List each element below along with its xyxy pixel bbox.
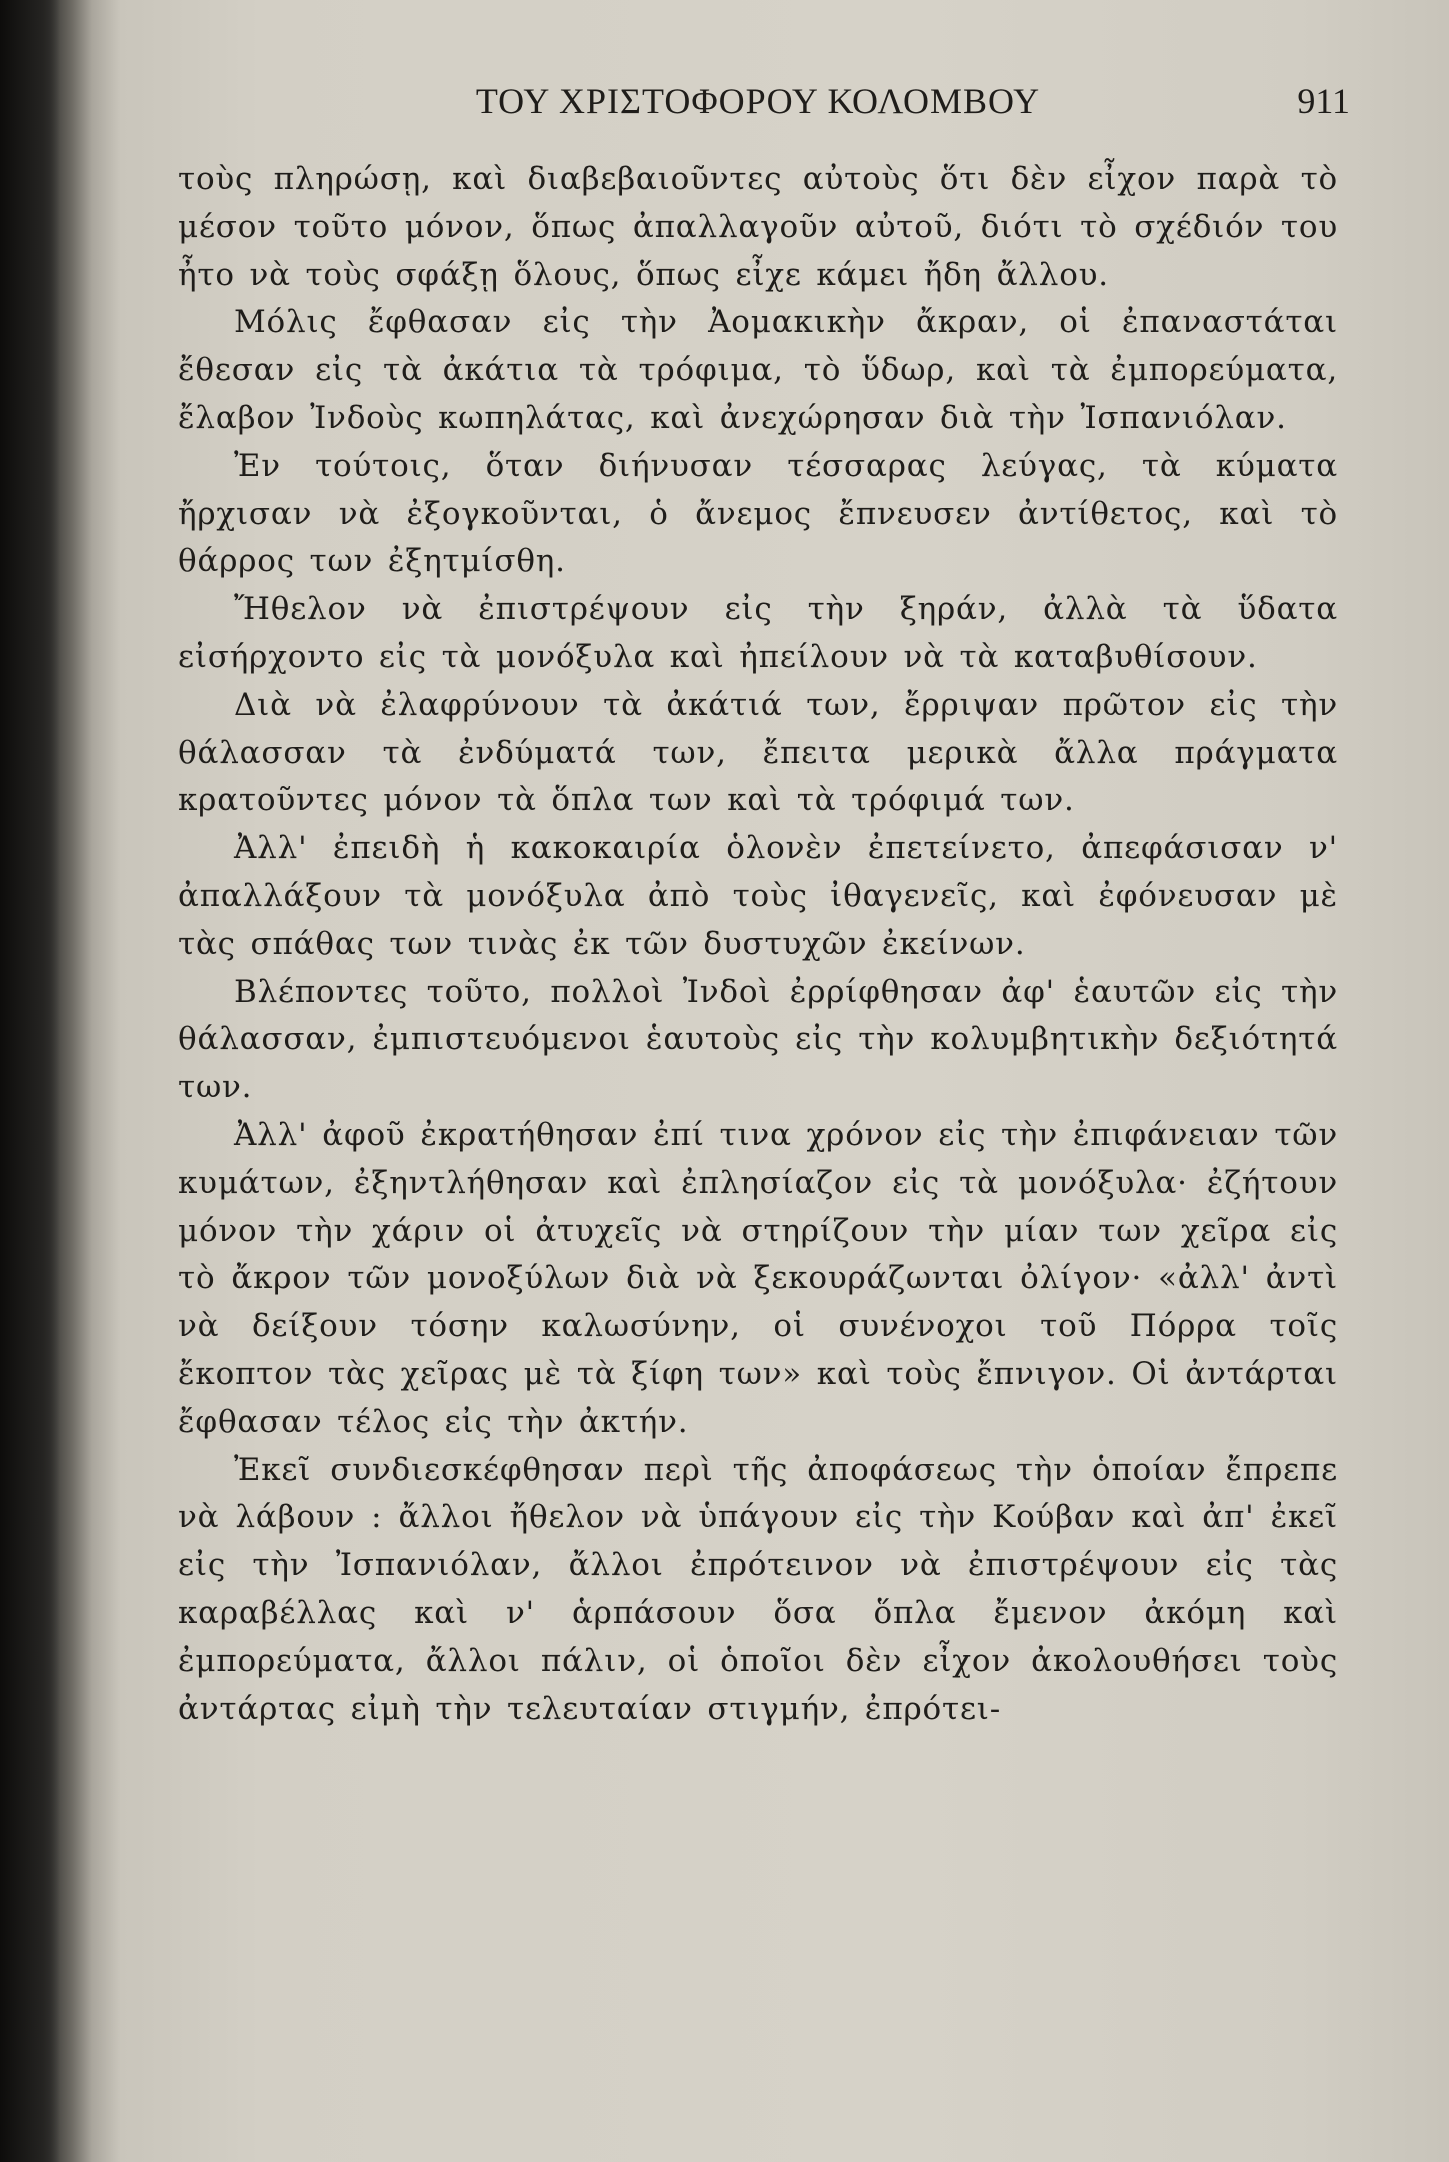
paragraph-5: Διὰ νὰ ἐλαφρύνουν τὰ ἀκάτιά των, ἔρριψαν πρῶτον εἰς τὴν θάλασσαν τὰ ἐνδύματά των, ἔπειτα μερικὰ ἄλλα πράγματα κρατοῦντες μόνον τὰ ὅπλα των καὶ τὰ τρόφιμά των. [178,686,1338,819]
page-content [178,72,1350,1733]
paragraph-9: Ἐκεῖ συνδιεσκέφθησαν περὶ τῆς ἀποφάσεως τὴν ὁποίαν ἔπρεπε νὰ λάβουν : ἄλλοι ἤθελον νὰ ὑπάγουν εἰς τὴν Κούβαν καὶ ἀπ' ἐκεῖ εἰς τὴν Ἰσπανιόλαν, ἄλλοι ἐπρότεινον νὰ ἐπιστρέψουν εἰς τὰς καραβέλλας καὶ ν' ἁρπάσουν ὅσα ὅπλα ἔμενον ἀκόμη καὶ ἐμπορεύματα, ἄλλοι πάλιν, οἱ ὁποῖοι δὲν εἶχον ἀκολουθήσει τοὺς ἀντάρτας εἰμὴ τὴν τελευταίαν στιγμήν, ἐπρότει- [178,1451,1338,1727]
book-spine-shadow [0,0,60,2162]
paragraph-2: Μόλις ἔφθασαν εἰς τὴν Ἀομακικὴν ἄκραν, οἱ ἐπαναστάται ἔθεσαν εἰς τὰ ἀκάτια τὰ τρόφιμα, τὸ ὕδωρ, καὶ τὰ ἐμπορεύματα, ἔλαβον Ἰνδοὺς κωπηλάτας, καὶ ἀνεχώρησαν διὰ τὴν Ἰσπανιόλαν. [178,304,1338,436]
page-number: 911 [1297,81,1350,121]
body-text [178,156,1338,1733]
paragraph-3: Ἐν τούτοις, ὅταν διήνυσαν τέσσαρας λεύγας, τὰ κύματα ἤρχισαν νὰ ἐξογκοῦνται, ὁ ἄνεμος ἔπνευσεν ἀντίθετος, καὶ τὸ θάρρος των ἐξητμίσθη. [178,447,1338,580]
running-title: ΤΟΥ ΧΡΙΣΤΟΦΟΡΟΥ ΚΟΛΟΜΒΟΥ [475,81,1041,121]
paragraph-1: τοὺς πληρώσῃ, καὶ διαβεβαιοῦντες αὐτοὺς ὅτι δὲν εἶχον παρὰ τὸ μέσον τοῦτο μόνον, ὅπως ἀπαλλαγοῦν αὐτοῦ, διότι τὸ σχέδιόν του ἦτο νὰ τοὺς σφάξῃ ὅλους, ὅπως εἶχε κάμει ἤδη ἄλλου. [178,161,1338,293]
running-head [178,72,1350,132]
paragraph-7: Βλέποντες τοῦτο, πολλοὶ Ἰνδοὶ ἐρρίφθησαν ἀφ' ἑαυτῶν εἰς τὴν θάλασσαν, ἐμπιστευόμενοι ἑαυτοὺς εἰς τὴν κολυμβητικὴν δεξιότητά των. [178,973,1338,1106]
paragraph-8: Ἀλλ' ἀφοῦ ἐκρατήθησαν ἐπί τινα χρόνον εἰς τὴν ἐπιφάνειαν τῶν κυμάτων, ἐξηντλήθησαν καὶ ἐπλησίαζον εἰς τὰ μονόξυλα· ἐζήτουν μόνον τὴν χάριν οἱ ἀτυχεῖς νὰ στηρίζουν τὴν μίαν των χεῖρα εἰς τὸ ἄκρον τῶν μονοξύλων διὰ νὰ ξεκουράζωνται ὀλίγον· «ἀλλ' ἀντὶ νὰ δείξουν τόσην καλωσύνην, οἱ συνένοχοι τοῦ Πόρρα τοῖς ἔκοπτον τὰς χεῖρας μὲ τὰ ξίφη των» καὶ τοὺς ἔπνιγον. Οἱ ἀντάρται ἔφθασαν τέλος εἰς τὴν ἀκτήν. [178,1116,1338,1440]
paragraph-6: Ἀλλ' ἐπειδὴ ἡ κακοκαιρία ὁλονὲν ἐπετείνετο, ἀπεφάσισαν ν' ἀπαλλάξουν τὰ μονόξυλα ἀπὸ τοὺς ἰθαγενεῖς, καὶ ἐφόνευσαν μὲ τὰς σπάθας των τινὰς ἐκ τῶν δυστυχῶν ἐκείνων. [178,830,1338,962]
paragraph-4: Ἤθελον νὰ ἐπιστρέψουν εἰς τὴν ξηράν, ἀλλὰ τὰ ὕδατα εἰσήρχοντο εἰς τὰ μονόξυλα καὶ ἠπείλουν νὰ τὰ καταβυθίσουν. [178,591,1338,675]
